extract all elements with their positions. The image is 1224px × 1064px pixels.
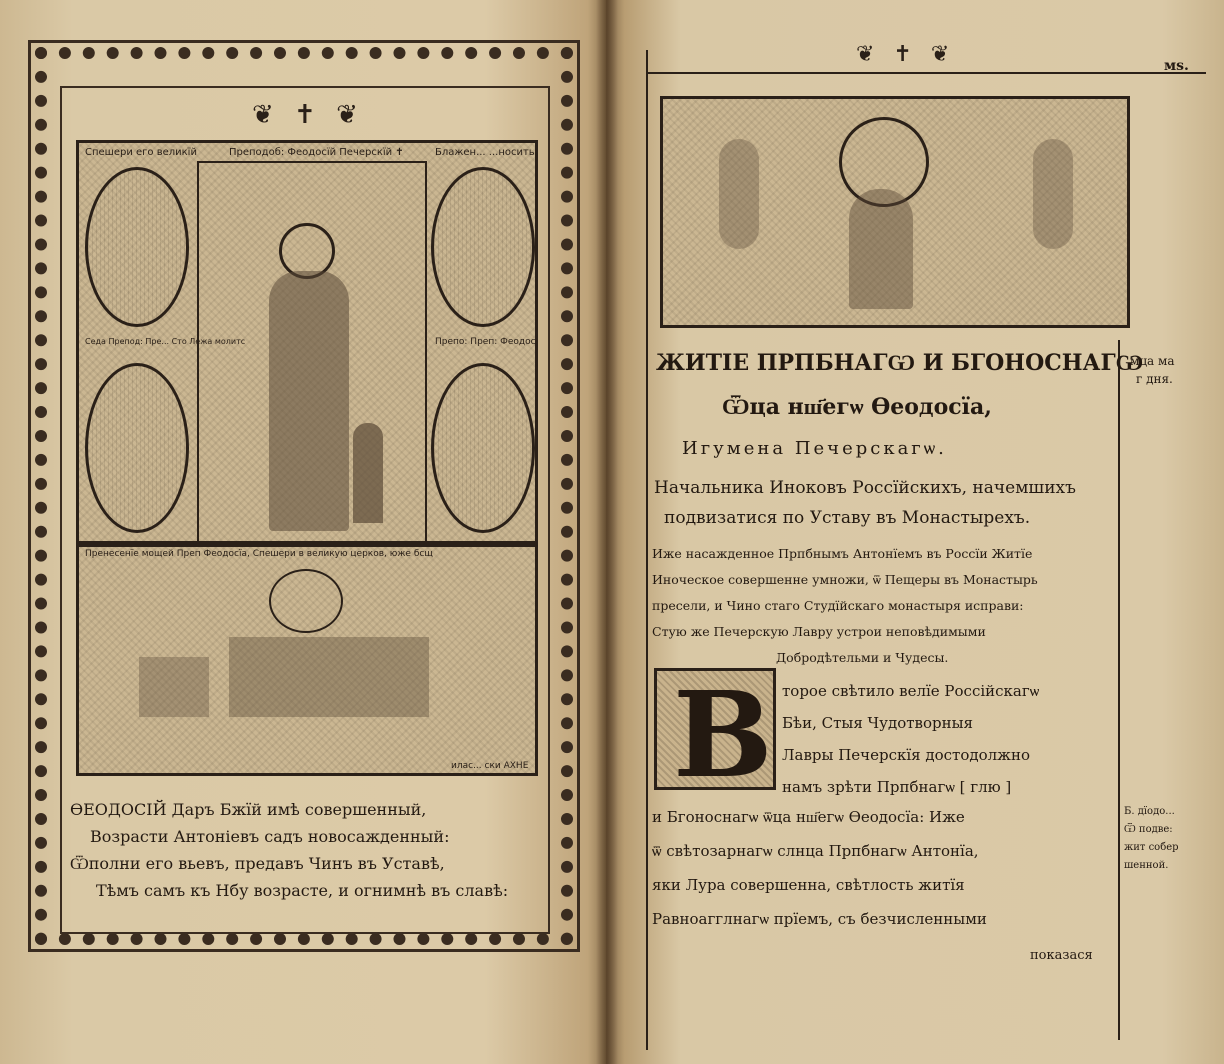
right-page bbox=[606, 0, 1224, 1064]
dropcap-letter: В bbox=[673, 665, 773, 804]
margin-column-rule bbox=[1118, 340, 1120, 1040]
margin-note-4: шенной. bbox=[1124, 860, 1169, 871]
oval-scene-mid-left bbox=[85, 363, 189, 533]
decorated-initial-v bbox=[654, 665, 776, 804]
body-line-5: и Бгоноснагѡ ѿца нш҃егѡ Ѳеодосїа: Иже bbox=[652, 808, 965, 826]
caption-mid-left: Седа Препод: Пре... Сто Лежа молитс bbox=[85, 337, 246, 346]
verse-line-4: Тѣмъ самъ къ Нбу возрасте, и огнимнѣ въ славѣ: bbox=[96, 881, 509, 900]
cave-entrance bbox=[353, 423, 383, 523]
body-line-2: Бѣи, Стыя Чудотворныя bbox=[782, 714, 974, 732]
subtitle-line-2: подвизатися по Уставу въ Монастырехъ. bbox=[664, 508, 1031, 528]
title-line-1: ЖИТІЕ ПРПБНАГѠ И БГОНОСНАГѠ bbox=[656, 350, 1144, 376]
intro-line-1: Иже насажденное Прпбнымъ Антонїемъ въ Россїи Житїе bbox=[652, 546, 1033, 561]
body-line-8: Равноагглнагѡ прїемъ, съ безчисленными bbox=[652, 910, 987, 928]
caption-top-center: Преподоб: Феодосїй Печерскїй ✝ bbox=[229, 147, 404, 158]
saint-figure bbox=[269, 271, 349, 531]
margin-note-date-1: мца ма bbox=[1130, 354, 1175, 368]
caption-mid-right: Препо: Преп: Феодос bbox=[435, 337, 536, 347]
book-gutter bbox=[596, 0, 618, 1064]
engraver-signature: илас... ски АХНЕ bbox=[451, 761, 529, 771]
title-line-3: Игумена Печерскагѡ. bbox=[682, 438, 947, 459]
catchword: показася bbox=[1030, 948, 1093, 963]
oval-scene-mid-right bbox=[431, 363, 535, 533]
verse-line-3: Ѿполни его вьевъ, предавъ Чинъ въ Уставѣ, bbox=[70, 854, 445, 873]
body-line-7: яки Лура совершенна, свѣтлость житїя bbox=[652, 876, 965, 894]
central-saint-panel bbox=[197, 161, 427, 543]
body-line-4: намъ зрѣти Прпбнагѡ [ глю ] bbox=[782, 778, 1012, 796]
christ-headpiece-woodcut bbox=[660, 96, 1130, 328]
caption-bottom: Пренесенїе мощей Преп Феодосїа, Спешери в великую церков, юже бсщ bbox=[85, 549, 433, 559]
angel-right bbox=[1033, 139, 1073, 249]
verse-line-2: Возрасти Антоніевъ садъ новосажденный: bbox=[90, 827, 450, 846]
intro-line-5: Добродѣтельми и Чудесы. bbox=[776, 650, 949, 665]
intro-line-2: Иноческое совершенне умножи, ѿ Пещеры въ Монастырь bbox=[652, 572, 1038, 587]
verse-line-1: ѲЕОДОСІЙ Даръ Бжїй имѣ совершенный, bbox=[70, 800, 427, 819]
margin-note-1: Б. дїодо... bbox=[1124, 806, 1175, 817]
left-page bbox=[0, 0, 606, 1064]
oval-scene-top-right bbox=[431, 167, 535, 327]
folio-number: мs. bbox=[1164, 58, 1189, 74]
body-line-3: Лавры Печерскїя достодолжно bbox=[782, 746, 1030, 764]
caption-top-left: Спешери его великїй bbox=[85, 147, 197, 158]
caption-top-right: Блажен... ...носить bbox=[435, 147, 535, 158]
intro-line-3: пресели, и Чино стаго Студїйскаго монастыря исправи: bbox=[652, 598, 1024, 613]
angel-left bbox=[719, 139, 759, 249]
margin-note-2: Ѿ подве: bbox=[1124, 824, 1173, 835]
procession-crowd bbox=[229, 637, 429, 717]
angel-head bbox=[269, 569, 343, 633]
translation-of-relics-woodcut bbox=[76, 544, 538, 776]
body-line-6: ѿ свѣтозарнагѡ слнца Прпбнагѡ Антонїа, bbox=[652, 842, 979, 860]
right-header-ornament: ❦ ✝ ❦ bbox=[856, 42, 956, 67]
church-building bbox=[139, 657, 209, 717]
title-line-2: Ѿца нш҃егѡ Ѳеодосїа, bbox=[722, 394, 992, 420]
saint-woodcut-illustration bbox=[76, 140, 538, 544]
body-line-1: торое свѣтило велїе Россійскагѡ bbox=[782, 682, 1040, 700]
subtitle-line-1: Начальника Иноковъ Россїйскихъ, начемшихъ bbox=[654, 478, 1076, 498]
margin-note-3: жит собер bbox=[1124, 842, 1179, 853]
oval-scene-top-left bbox=[85, 167, 189, 327]
intro-line-4: Стую же Печерскую Лавру устрои неповѣдимыми bbox=[652, 624, 986, 639]
left-margin-rule bbox=[646, 50, 648, 1050]
christ-figure bbox=[849, 189, 913, 309]
header-rule bbox=[646, 72, 1206, 74]
margin-note-date-2: г дня. bbox=[1136, 372, 1173, 386]
left-header-ornament: ❦ ✝ ❦ bbox=[252, 100, 364, 130]
